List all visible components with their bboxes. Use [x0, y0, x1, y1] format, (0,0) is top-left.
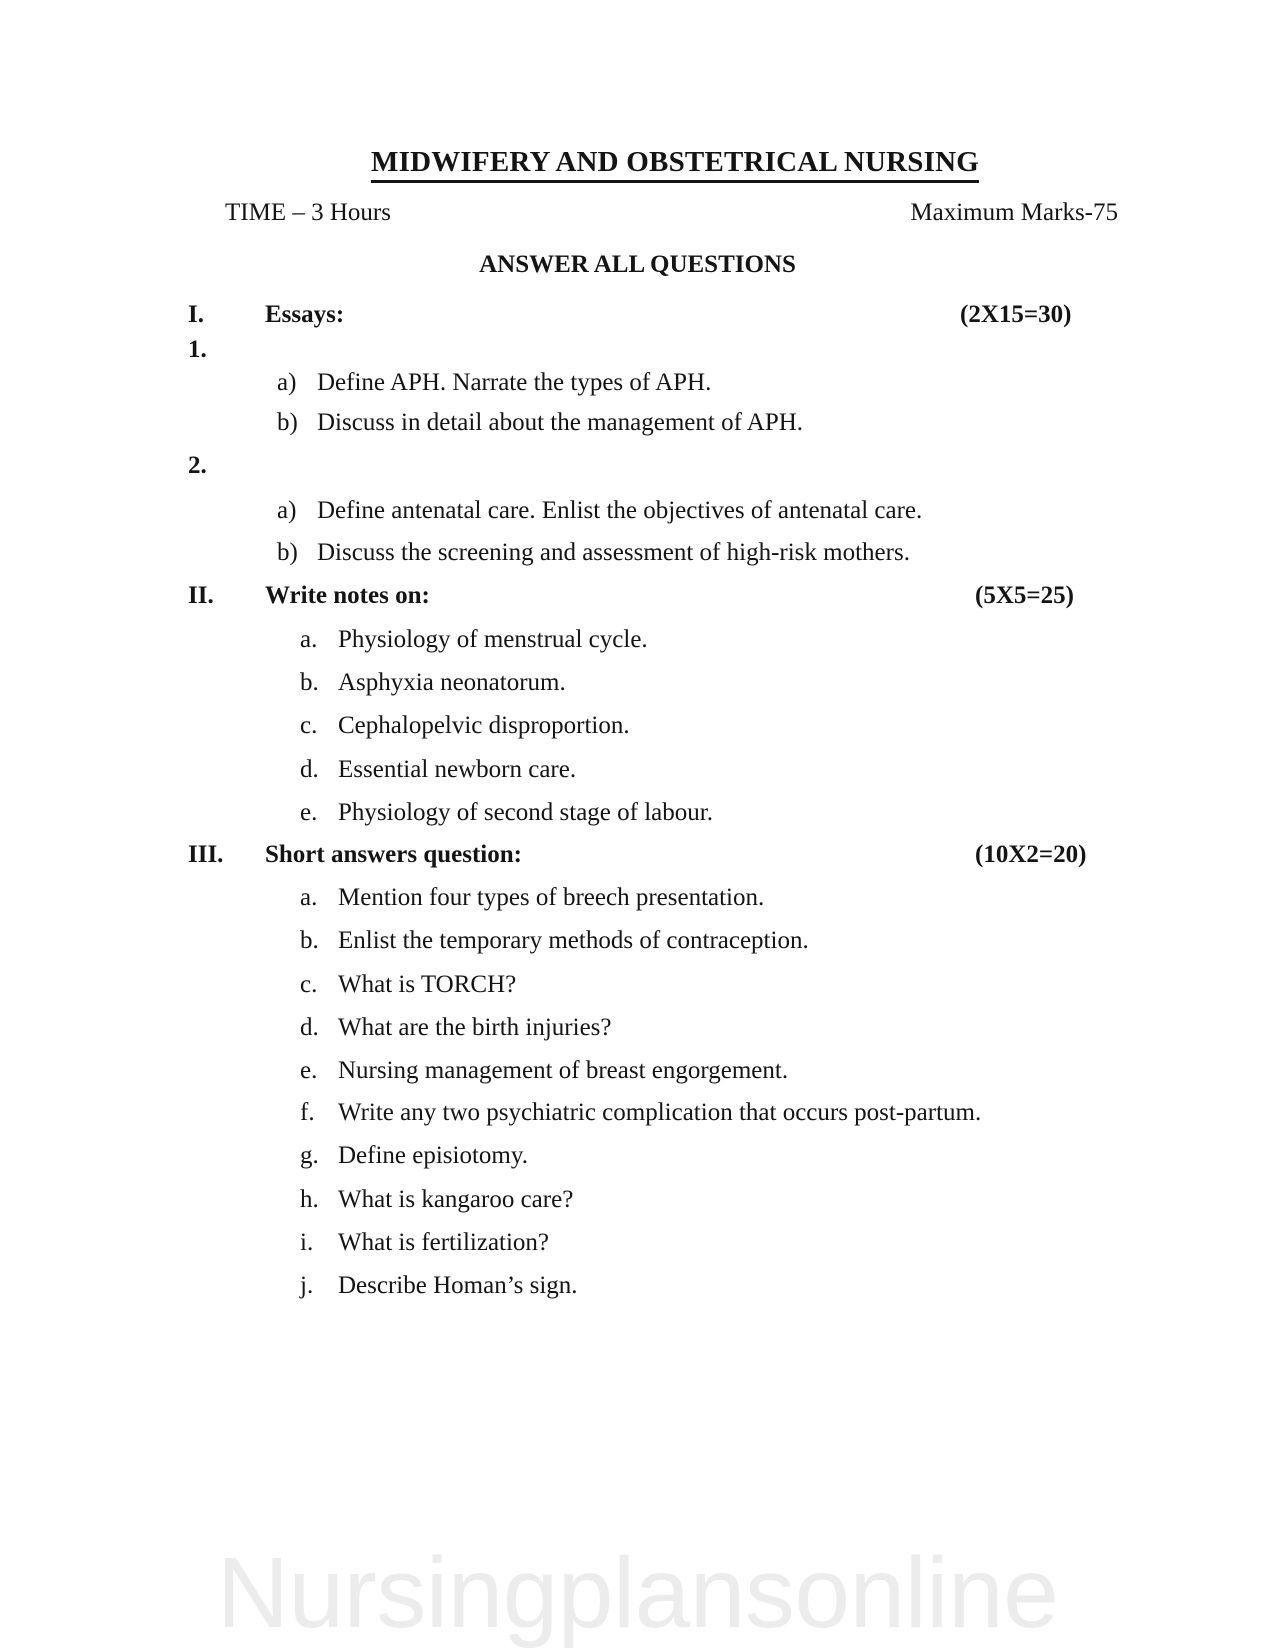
- item-marker: c.: [300, 971, 318, 998]
- question-row: [0, 926, 1275, 956]
- item-text: Write any two psychiatric complication that occurs post-partum.: [338, 1099, 982, 1126]
- item-marker: c.: [300, 712, 318, 739]
- question-row: [0, 538, 1275, 568]
- section-numeral: II.: [188, 582, 214, 609]
- item-text: What are the birth injuries?: [338, 1014, 612, 1041]
- section-numeral: I.: [188, 301, 204, 328]
- item-text: Physiology of menstrual cycle.: [338, 626, 648, 653]
- question-row: [0, 1185, 1275, 1215]
- question-row: [0, 1228, 1275, 1258]
- section-heading: Essays:: [265, 301, 345, 328]
- item-text: Discuss the screening and assessment of high-risk mothers.: [317, 539, 910, 566]
- section-heading: Short answers question:: [265, 841, 522, 868]
- question-row: [0, 625, 1275, 655]
- item-marker: b): [277, 539, 298, 566]
- group-number: 1.: [188, 336, 207, 363]
- item-text: Physiology of second stage of labour.: [338, 799, 713, 826]
- item-text: Describe Homan’s sign.: [338, 1272, 578, 1299]
- question-row: [0, 668, 1275, 698]
- item-text: Enlist the temporary methods of contraception.: [338, 927, 809, 954]
- question-row: [0, 1056, 1275, 1086]
- section-marks: (5X5=25): [975, 582, 1074, 609]
- item-marker: a): [277, 369, 297, 396]
- item-text: Define APH. Narrate the types of APH.: [317, 369, 712, 396]
- item-text: Define episiotomy.: [338, 1142, 529, 1169]
- answer-all-instruction: ANSWER ALL QUESTIONS: [479, 251, 796, 278]
- page-title: MIDWIFERY AND OBSTETRICAL NURSING: [371, 145, 979, 183]
- question-row: [0, 1141, 1275, 1171]
- item-marker: b.: [300, 669, 319, 696]
- item-text: Mention four types of breech presentation.: [338, 884, 765, 911]
- item-text: Define antenatal care. Enlist the objectives of antenatal care.: [317, 497, 923, 524]
- group-number: 2.: [188, 452, 207, 479]
- section-3-header: [0, 840, 1275, 870]
- question-row: [0, 1098, 1275, 1128]
- question-row: [0, 496, 1275, 526]
- item-text: What is kangaroo care?: [338, 1186, 574, 1213]
- section-numeral: III.: [188, 841, 224, 868]
- section-marks: (2X15=30): [960, 301, 1072, 328]
- item-marker: e.: [300, 799, 318, 826]
- item-text: Nursing management of breast engorgement.: [338, 1057, 789, 1084]
- section-1-header: [0, 300, 1275, 330]
- time-allowed: TIME – 3 Hours: [225, 199, 391, 226]
- item-marker: e.: [300, 1057, 318, 1084]
- item-text: What is fertilization?: [338, 1229, 550, 1256]
- item-marker: i.: [300, 1229, 314, 1256]
- item-text: Discuss in detail about the management of APH.: [317, 409, 804, 436]
- item-marker: h.: [300, 1186, 319, 1213]
- question-row: [0, 1013, 1275, 1043]
- item-marker: a): [277, 497, 297, 524]
- question-row: [0, 970, 1275, 1000]
- section-heading: Write notes on:: [265, 582, 430, 609]
- question-row: [0, 408, 1275, 438]
- question-row: [0, 755, 1275, 785]
- title-row: [75, 145, 1275, 183]
- item-text: Cephalopelvic disproportion.: [338, 712, 630, 739]
- item-text: Essential newborn care.: [338, 756, 577, 783]
- essay-group-2-number: [0, 451, 1275, 481]
- item-marker: b.: [300, 927, 319, 954]
- item-marker: a.: [300, 884, 318, 911]
- item-marker: d.: [300, 756, 319, 783]
- item-marker: j.: [300, 1272, 314, 1299]
- item-text: What is TORCH?: [338, 971, 517, 998]
- section-marks: (10X2=20): [975, 841, 1087, 868]
- question-row: [0, 883, 1275, 913]
- question-row: [0, 1271, 1275, 1301]
- item-marker: g.: [300, 1142, 319, 1169]
- section-2-header: [0, 581, 1275, 611]
- item-marker: a.: [300, 626, 318, 653]
- item-marker: b): [277, 409, 298, 436]
- item-marker: d.: [300, 1014, 319, 1041]
- maximum-marks: Maximum Marks-75: [910, 199, 1118, 226]
- question-row: [0, 711, 1275, 741]
- item-text: Asphyxia neonatorum.: [338, 669, 566, 696]
- meta-row: [0, 198, 1275, 228]
- question-row: [0, 798, 1275, 828]
- watermark-text: Nursingplansonline: [216, 1537, 1059, 1649]
- question-row: [0, 368, 1275, 398]
- essay-group-1-number: [0, 335, 1275, 365]
- item-marker: f.: [300, 1099, 315, 1126]
